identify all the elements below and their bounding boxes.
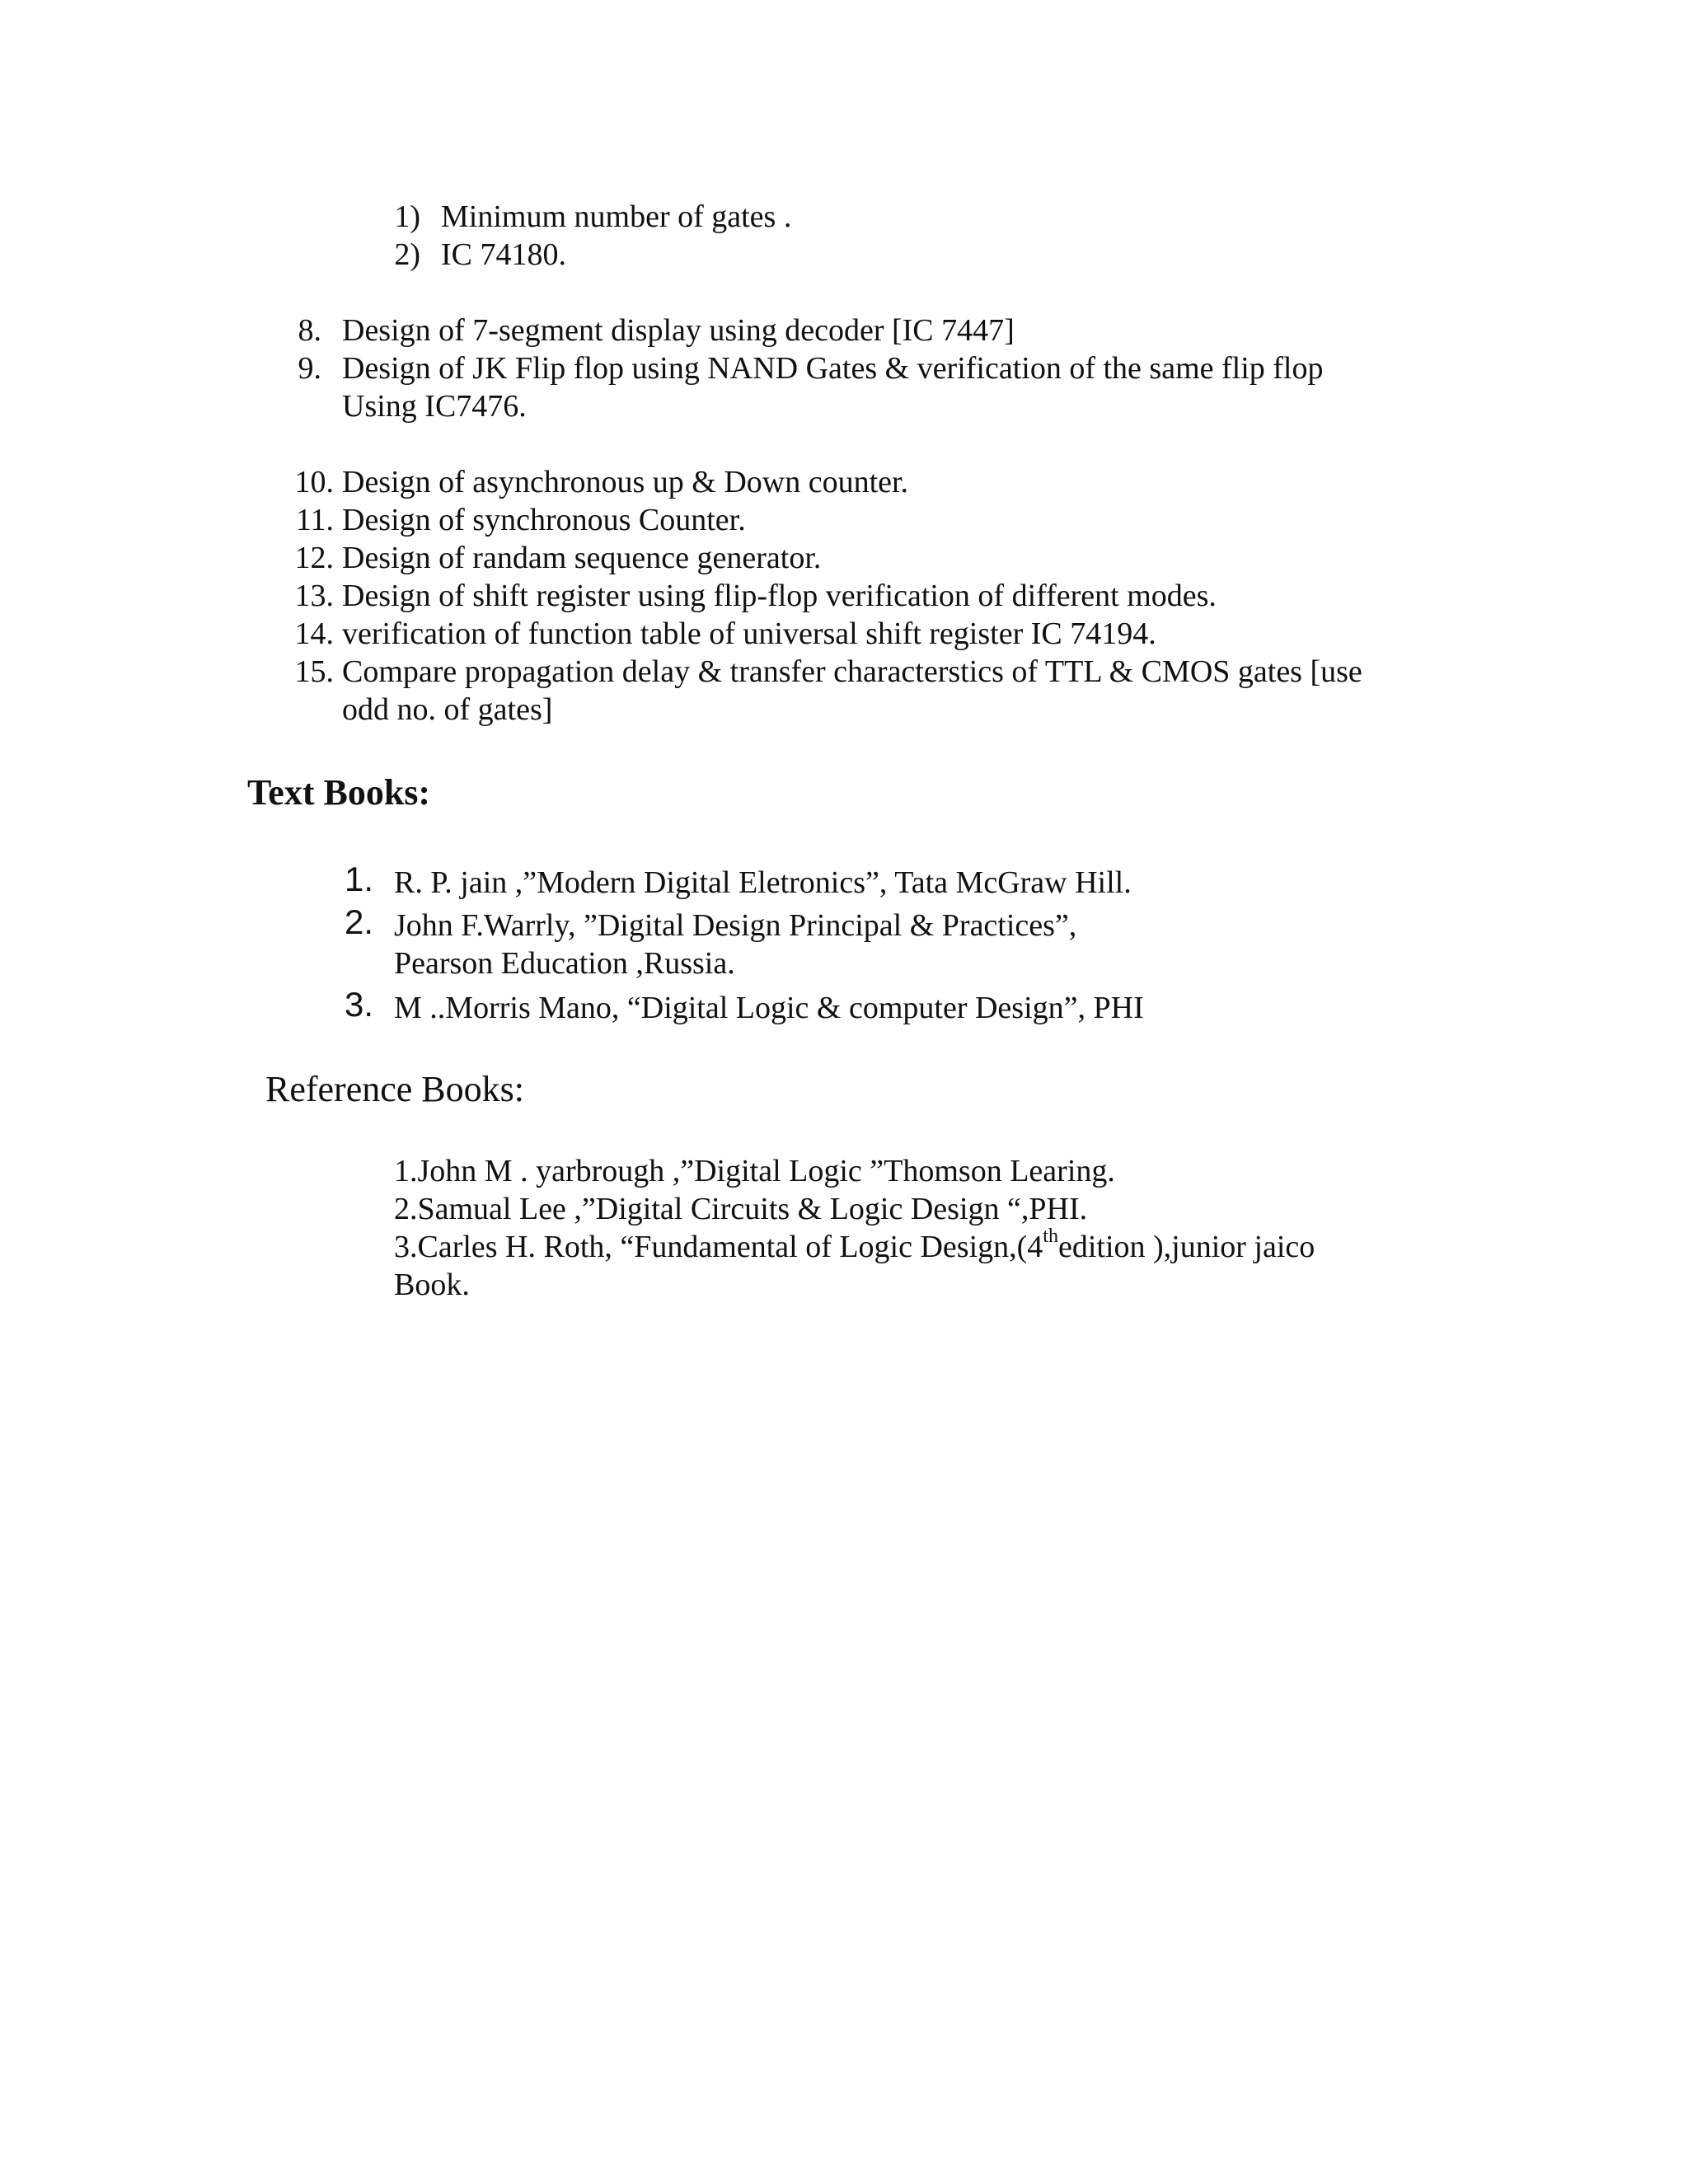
text-book-number: 3. bbox=[345, 985, 374, 1024]
reference-book-item-text: 3.Carles H. Roth, “Fundamental of Logic Design,(4 bbox=[394, 1230, 1043, 1264]
experiment-number: 9. bbox=[298, 351, 321, 386]
experiment-item: Design of asynchronous up & Down counter. bbox=[342, 465, 909, 499]
experiment-item: Design of JK Flip flop using NAND Gates & verification of the same flip flop bbox=[342, 351, 1324, 386]
sublist-marker: 2) bbox=[394, 237, 420, 272]
text-book-item: M ..Morris Mano, “Digital Logic & computer Design”, PHI bbox=[394, 991, 1144, 1025]
text-book-item-continuation: Pearson Education ,Russia. bbox=[394, 946, 735, 981]
experiment-item-continuation: odd no. of gates] bbox=[342, 692, 553, 727]
text-book-item: R. P. jain ,”Modern Digital Eletronics”, Tata McGraw Hill. bbox=[394, 865, 1132, 900]
experiment-number: 15. bbox=[294, 654, 334, 689]
experiment-number: 8. bbox=[298, 313, 321, 348]
text-book-item: John F.Warrly, ”Digital Design Principal & Practices”, bbox=[394, 908, 1077, 943]
experiment-item-continuation: Using IC7476. bbox=[342, 389, 527, 424]
experiment-number: 13. bbox=[294, 579, 334, 613]
reference-book-item: 1.John M . yarbrough ,”Digital Logic ”Thomson Learing. bbox=[394, 1154, 1115, 1188]
reference-book-item: 2.Samual Lee ,”Digital Circuits & Logic Design “,PHI. bbox=[394, 1192, 1088, 1226]
experiment-item: Design of randam sequence generator. bbox=[342, 541, 822, 575]
text-book-number: 1. bbox=[345, 860, 374, 898]
sublist-marker: 1) bbox=[394, 199, 420, 234]
text-books-heading: Text Books: bbox=[247, 772, 431, 813]
experiment-number: 14. bbox=[294, 616, 334, 651]
experiment-number: 12. bbox=[294, 541, 334, 575]
experiment-item: verification of function table of universal shift register IC 74194. bbox=[342, 616, 1156, 651]
ordinal-superscript: th bbox=[1043, 1226, 1058, 1248]
experiment-number: 10. bbox=[294, 465, 334, 499]
reference-books-heading: Reference Books: bbox=[265, 1069, 524, 1109]
experiment-item: Design of 7-segment display using decoder [IC 7447] bbox=[342, 313, 1015, 348]
experiment-item: Design of shift register using flip-flop verification of different modes. bbox=[342, 579, 1217, 613]
text-book-number: 2. bbox=[345, 902, 374, 941]
sublist-item: IC 74180. bbox=[441, 237, 566, 272]
reference-book-item bbox=[394, 1228, 1315, 1266]
sublist-item: Minimum number of gates . bbox=[441, 199, 792, 234]
reference-book-item-continuation: Book. bbox=[394, 1268, 470, 1302]
experiment-number: 11. bbox=[295, 503, 334, 537]
reference-book-item-text: edition ),junior jaico bbox=[1057, 1230, 1315, 1264]
experiment-item: Compare propagation delay & transfer characterstics of TTL & CMOS gates [use bbox=[342, 654, 1362, 689]
experiment-item: Design of synchronous Counter. bbox=[342, 503, 746, 537]
